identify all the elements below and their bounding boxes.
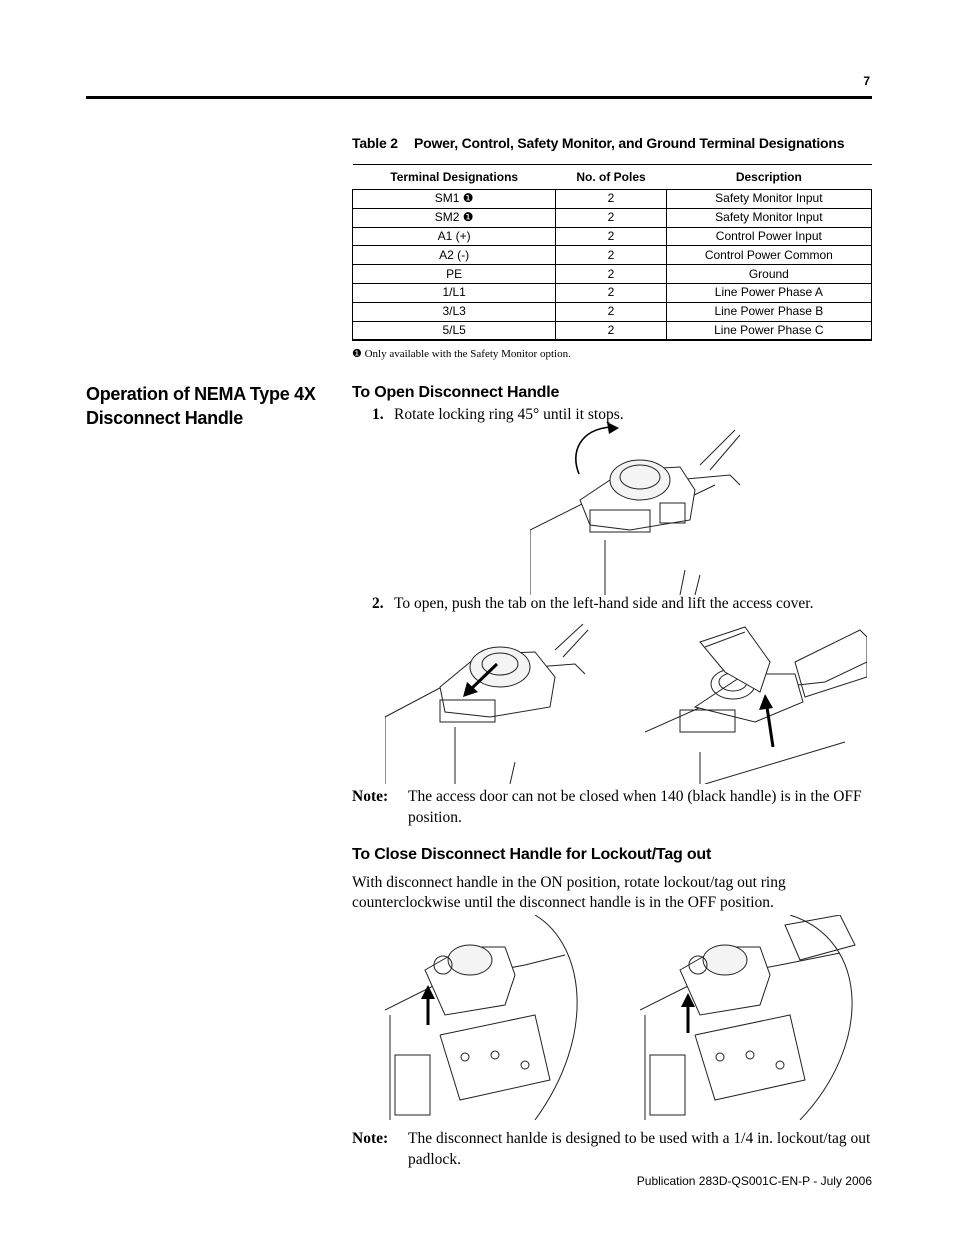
table-cell: SM2 ❶ bbox=[353, 208, 556, 227]
publication-footer: Publication 283D-QS001C-EN-P - July 2006 bbox=[636, 1174, 872, 1188]
table-cell: Control Power Input bbox=[666, 227, 871, 246]
note-text: The disconnect hanlde is designed to be used with a 1/4 in. lockout/tag out padlock. bbox=[408, 1130, 871, 1168]
table-cell: 1/L1 bbox=[353, 283, 556, 302]
table-row bbox=[353, 227, 872, 246]
table-cell: 2 bbox=[556, 265, 666, 284]
column-header: Description bbox=[666, 165, 871, 190]
note-label: Note: bbox=[352, 1130, 389, 1147]
table-row bbox=[353, 246, 872, 265]
table-cell: Line Power Phase A bbox=[666, 283, 871, 302]
table-cell: 3/L3 bbox=[353, 302, 556, 321]
table-row bbox=[353, 190, 872, 209]
table-cell: 2 bbox=[556, 321, 666, 340]
table-header-row bbox=[353, 165, 872, 190]
lift-cover-illustration bbox=[645, 622, 867, 784]
table-cell: 2 bbox=[556, 246, 666, 265]
lockout-ring-illustration-right bbox=[640, 915, 872, 1120]
step-number: 2. bbox=[372, 595, 384, 612]
table-title: Power, Control, Safety Monitor, and Ground Terminal Designations bbox=[414, 135, 845, 151]
table-row bbox=[353, 321, 872, 340]
terminal-designations-table bbox=[352, 164, 872, 341]
table-cell: Safety Monitor Input bbox=[666, 208, 871, 227]
note-access-door bbox=[352, 786, 882, 830]
open-handle-heading: To Open Disconnect Handle bbox=[352, 384, 560, 401]
push-tab-illustration bbox=[385, 622, 590, 784]
table-caption bbox=[352, 135, 844, 151]
rotation-arrow-icon bbox=[565, 422, 625, 477]
step-text: To open, push the tab on the left-hand side and lift the access cover. bbox=[394, 595, 814, 612]
step-2 bbox=[372, 595, 813, 613]
table-cell: 2 bbox=[556, 283, 666, 302]
header-rule bbox=[86, 96, 872, 99]
table-cell: Safety Monitor Input bbox=[666, 190, 871, 209]
close-handle-instructions: With disconnect handle in the ON position, rotate lockout/tag out ring counterclockwise until the disconnect handle is in the OFF position. bbox=[352, 874, 786, 911]
table-cell: 2 bbox=[556, 302, 666, 321]
table-row bbox=[353, 265, 872, 284]
table-cell: SM1 ❶ bbox=[353, 190, 556, 209]
column-header: No. of Poles bbox=[556, 165, 666, 190]
note-text: The access door can not be closed when 140 (black handle) is in the OFF position. bbox=[408, 788, 862, 826]
page-number: 7 bbox=[863, 74, 870, 88]
step-text: Rotate locking ring 45° until it stops. bbox=[394, 406, 624, 423]
table-cell: Control Power Common bbox=[666, 246, 871, 265]
table-cell: A2 (-) bbox=[353, 246, 556, 265]
table-number: Table 2 bbox=[352, 135, 398, 151]
note-label: Note: bbox=[352, 788, 389, 805]
rotate-ring-illustration bbox=[530, 425, 745, 595]
table-row bbox=[353, 302, 872, 321]
table-cell: Ground bbox=[666, 265, 871, 284]
table-cell: 5/L5 bbox=[353, 321, 556, 340]
table-cell: 2 bbox=[556, 190, 666, 209]
note-padlock bbox=[352, 1128, 882, 1172]
section-heading: Operation of NEMA Type 4X Disconnect Handle bbox=[86, 384, 316, 428]
close-handle-heading: To Close Disconnect Handle for Lockout/Tag out bbox=[352, 846, 712, 863]
table-footnote: ❶ Only available with the Safety Monitor option. bbox=[352, 348, 571, 360]
column-header: Terminal Designations bbox=[353, 165, 556, 190]
table-row bbox=[353, 208, 872, 227]
table-cell: 2 bbox=[556, 227, 666, 246]
table-cell: A1 (+) bbox=[353, 227, 556, 246]
table-cell: PE bbox=[353, 265, 556, 284]
table-row bbox=[353, 283, 872, 302]
table-cell: Line Power Phase B bbox=[666, 302, 871, 321]
step-number: 1. bbox=[372, 406, 384, 423]
table-cell: Line Power Phase C bbox=[666, 321, 871, 340]
table-cell: 2 bbox=[556, 208, 666, 227]
lockout-ring-illustration-left bbox=[385, 915, 597, 1120]
